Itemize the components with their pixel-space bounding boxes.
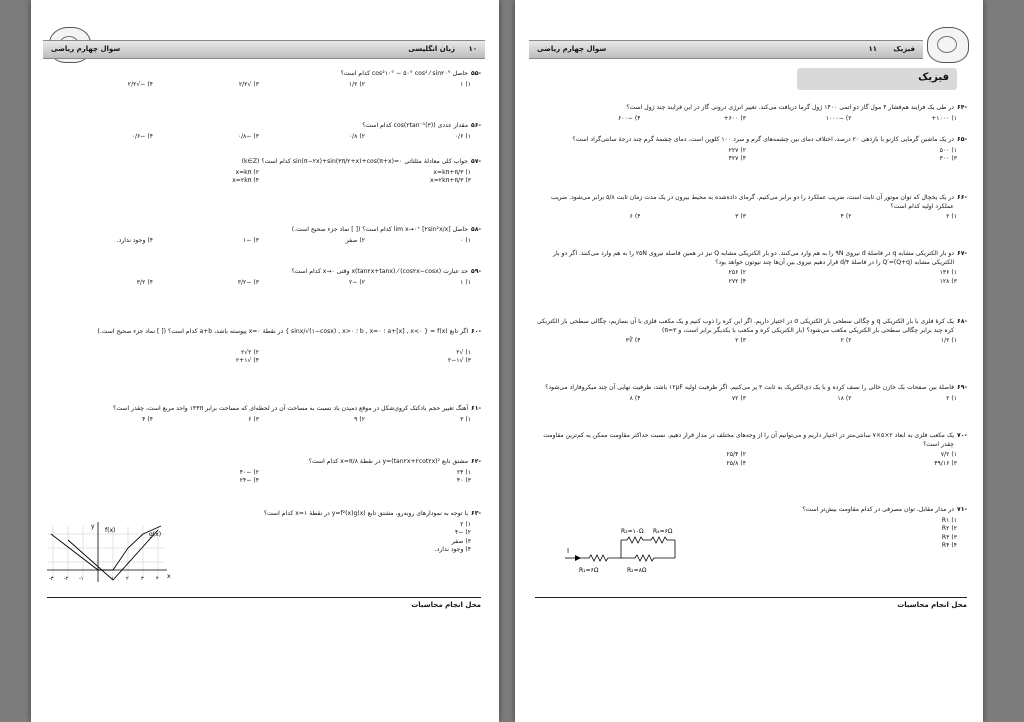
- header-subject: فیزیک: [893, 45, 915, 53]
- x-tick: ۴: [156, 576, 159, 582]
- question: -۶۲ مشتق تابع y=(tan۲x+۲cot۲x)² در نقطهٔ x=π/۸ کدام است؟ ۱) ۲۴ ۲) −۴۰ ۳) ۴۰ ۴) −۲۴: [239, 458, 481, 485]
- current-label: I: [567, 547, 570, 555]
- page-header: [43, 40, 485, 59]
- g-label: g(x): [149, 531, 162, 538]
- page-number: ۱۰: [468, 45, 477, 53]
- r2-label: R₂=۸Ω: [627, 567, 647, 574]
- page-footer: محل انجام محاسبات: [47, 597, 481, 609]
- question: -۷۰ یک مکعب فلزی به ابعاد ۲×۵×۷ سانتی‌متر در اختیار داریم و می‌توانیم آن را از وجه‌های مختلف در مدار قرار دهیم. نسبت حداکثر مقاومت ممکن به کم‌ترین مقاومت چقدر است؟ ۱) ۷/۲ ۲) ۲۵/۴ ۳) ۴۹/۱۶ ۴) ۲۵/۸: [543, 432, 967, 467]
- r4-label: R₄=۶Ω: [653, 528, 673, 535]
- question: -۶۱ آهنگ تغییر حجم بادکنک کروی‌شکل در موقع دمیدن باد نسبت به مساحت آن در لحظه‌ای که مساحت برابر ۱۴۴π واحد مربع است، چقدر است؟ ۱) ۳ ۲) ۹ ۳) ۶ ۴) ۴: [113, 405, 481, 423]
- x-axis-label: x: [167, 573, 171, 580]
- question: -۶۴ در طی یک فرایند هم‌فشار ۴ مول گاز دو اتمی ۱۴۰۰ ژول گرما دریافت می‌کند. تغییر انرژی درونی گاز در این فرایند چند ژول است؟ ۱) ۱۰۰۰+ ۲) −۱۰۰۰ ۳) ۶۰۰+ ۴) −۶۰۰: [617, 104, 967, 122]
- x-tick: -۳: [49, 576, 54, 582]
- question: -۵۶ مقدار عددی cos(۲tan⁻¹(۳)) کدام است؟ ۱) ۰/۶ ۲) ۰/۸ ۳) −۰/۸ ۴) −۰/۶: [131, 122, 481, 140]
- y-axis-label: y: [91, 523, 95, 530]
- question: -۵۵ حاصل cos²۱۰° − ۵۰° cos² ⁄ sin۲۰° کدام است؟ ۱) ۱ ۲) ۱/۲ ۳) √۲/۲ ۴) −√۲/۲: [127, 70, 481, 88]
- resistor-r2: [621, 555, 675, 561]
- x-tick: ۲: [126, 576, 129, 582]
- question: -۶۶ در یک یخچال که توان موتور آن ثابت است، ضریب عملکرد را دو برابر می‌کنیم. گرمای داده‌شده به محیط بیرون در یک مدت زمان ثابت ۵/۸ برابر می‌شود. ضریب عملکرد اولیه کدام است؟ ۱) ۲ ۲) ۴ ۳) ۳ ۴) ۶: [551, 194, 967, 221]
- x-tick: ۳: [141, 576, 144, 582]
- question: -۶۹ فاصلهٔ بین صفحات یک خازن خالی را نصف کرده و با یک دی‌الکتریک به ثابت ۳ پر می‌کنیم. اگر ظرفیت اولیه ۱۲μF باشد، ظرفیت نهایی آن چند میکروفاراد می‌شود؟ ۱) ۲ ۲) ۱۸ ۳) ۷۲ ۴) ۸: [545, 384, 967, 402]
- x-tick: -۲: [64, 576, 69, 582]
- page-number: ۱۱: [868, 45, 877, 53]
- question: -۶۷ دو بار الکتریکی مشابه q در فاصلهٔ d نیروی ۹N را به هم وارد می‌کنند. دو بار الکتریکی مشابه Q نیز در همین فاصله نیروی ۲۵N را به هم وارد می‌کنند. اگر دو بار الکتریکی مشابه Q′=(Q+q) را در فاصلهٔ d/۴ قرار دهیم نیروی بین آن‌ها چند نیوتون خواهد بود؟ ۱) ۱۳۶ ۲) ۲۵۶ ۳) ۱۲۸ ۴) ۲۷۲: [553, 250, 967, 285]
- left-page: [31, 0, 499, 722]
- r3-label: R₃=۱۰Ω: [621, 528, 644, 535]
- header-subject: زبان انگلیسی: [408, 45, 455, 53]
- current-arrow-icon: [575, 555, 581, 561]
- publisher-logo-icon: [927, 27, 969, 63]
- subject-banner: فیزیک: [797, 68, 957, 90]
- function-graph: [43, 520, 173, 588]
- question: -۵۷ جواب کلی معادلهٔ مثلثاتی sin(π−۲x)+sin(۳π/۲+x)+cos(π+x)=۰ کدام است؟ (k∈Z) ۱) x=kπ+π/۳ ۲) x=kπ ۳) x=۲kπ+π/۳ ۴) x=۲kπ: [232, 158, 481, 185]
- right-page: [515, 0, 983, 722]
- x-tick: ۱: [111, 576, 114, 582]
- question: -۶۳ با توجه به نمودارهای روبه‌رو، مشتق تابع y=f²(x)g(x) در نقطهٔ x=۱ کدام است؟ ۱) ۲ ۲) −۴ ۳) صفر ۴) وجود ندارد.: [263, 510, 481, 554]
- circuit-diagram: [561, 520, 711, 578]
- x-tick: -۱: [79, 576, 84, 582]
- question: -۷۱ در مدار مقابل، توان مصرفی در کدام مقاومت بیش‌تر است؟ ۱) R۱ ۲) R۲ ۳) R۳ ۴) R۴: [802, 506, 967, 550]
- r1-label: R₁=۶Ω: [579, 567, 599, 574]
- page-footer: محل انجام محاسبات: [535, 597, 967, 609]
- resistor-r3-r4: [621, 537, 675, 543]
- question: -۶۰ اگر تابع f(x) = { a+[x] , x<۰ ؛ b , x=۰ ؛ sinx/√(۱−cosx) , x>۰ } در نقطهٔ x=۰ پیوسته باشد، a+b کدام است؟ ([ ] نماد جزء صحیح است.) ۱) √۲ ۲) ۲√۲ ۳) √۲−۱ ۴) √۲+۱: [97, 328, 481, 365]
- question: -۵۸ حاصل lim x→۰⁺ [۲sin²x/x] کدام است؟ ([ ] نماد جزء صحیح است.) ۱) ۰ ۲) صفر ۳) −۱ ۴) وجود ندارد.: [116, 226, 481, 244]
- header-title: سوال چهارم ریاضی: [537, 45, 607, 53]
- page-header: [529, 40, 923, 59]
- f-label: f(x): [105, 527, 116, 534]
- question: -۶۵ در یک ماشین گرمایی کارنو با بازدهی ۲۰ درصد، اختلاف دمای بین چشمه‌های گرم و سرد ۱۰۰ کلوین است. دمای چشمهٔ گرم چند درجهٔ سانتی‌گراد است؟ ۱) ۵۰۰ ۲) ۲۲۷ ۳) ۳۰۰ ۴) ۴۲۷: [572, 136, 967, 163]
- question: -۶۸ یک کرهٔ فلزی با بار الکتریکی q و چگالی سطحی بار الکتریکی σ در اختیار داریم. اگر این کره را ذوب کنیم و یک مکعب فلزی با آن بسازیم، چگالی سطحی بار الکتریکی کره چند برابر چگالی سطحی بار الکتریکی مکعب می‌شود؟ (بار الکتریکی کره و مکعب با یکدیگر برابر است، و π=۳) ۱) ۱/۲ ۲) ۲ ۳) ۲ ۴) ∛۳: [536, 318, 967, 345]
- question: -۵۹ حد عبارت (cos۲x−cosx) ⁄ x(tan۲x+tanx) وقتی x→۰ کدام است؟ ۱) ۱ ۲) −۲ ۳) −۳/۲ ۴) ۳/۲: [136, 268, 481, 286]
- header-title: سوال چهارم ریاضی: [51, 45, 121, 53]
- resistor-r1: [581, 555, 621, 561]
